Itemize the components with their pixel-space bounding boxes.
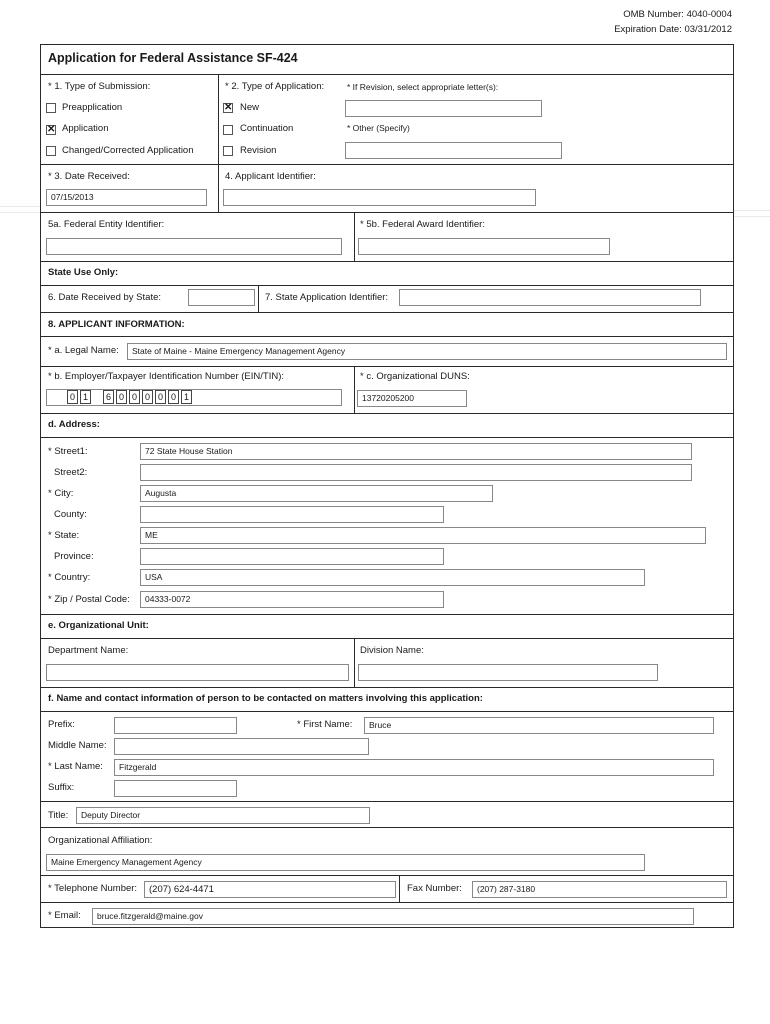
federal-award-label: * 5b. Federal Award Identifier: (360, 219, 485, 230)
ein-digit: 6 (103, 390, 114, 404)
application-checkbox[interactable]: ✕ (47, 124, 56, 135)
continuation-checkbox[interactable] (223, 125, 233, 135)
scan-artifact (734, 210, 770, 211)
ein-digit: 0 (116, 390, 127, 404)
new-checkbox[interactable]: ✕ (224, 102, 233, 113)
legal-name-field[interactable]: State of Maine - Maine Emergency Management Agency (127, 343, 727, 360)
state-app-id-label: 7. State Application Identifier: (265, 292, 389, 303)
department-label: Department Name: (48, 645, 129, 656)
state-date-field[interactable] (188, 289, 255, 306)
federal-entity-label: 5a. Federal Entity Identifier: (48, 219, 165, 230)
address-heading: d. Address: (48, 419, 100, 430)
street2-field[interactable] (140, 464, 692, 481)
first-name-label: * First Name: (297, 719, 353, 730)
title-label: Title: (48, 810, 69, 821)
last-name-label: * Last Name: (48, 761, 103, 772)
affiliation-field[interactable]: Maine Emergency Management Agency (46, 854, 645, 871)
scan-artifact (734, 216, 770, 217)
application-type-label: * 2. Type of Application: (225, 81, 325, 92)
federal-entity-field[interactable] (46, 238, 342, 255)
ein-digit: 1 (181, 390, 192, 404)
date-received-label: * 3. Date Received: (48, 171, 130, 182)
state-label: * State: (48, 530, 80, 541)
street1-label: * Street1: (48, 446, 88, 457)
ein-digit: 0 (129, 390, 140, 404)
state-date-label: 6. Date Received by State: (48, 292, 162, 303)
street1-field[interactable]: 72 State House Station (140, 443, 692, 460)
middle-name-field[interactable] (114, 738, 369, 755)
date-received-field[interactable]: 07/15/2013 (46, 189, 207, 206)
province-label: Province: (54, 551, 94, 562)
submission-type-label: * 1. Type of Submission: (48, 81, 151, 92)
form-title: Application for Federal Assistance SF-424 (48, 51, 298, 65)
duns-label: * c. Organizational DUNS: (360, 371, 470, 382)
middle-name-label: Middle Name: (48, 740, 107, 751)
department-field[interactable] (46, 664, 349, 681)
ein-digit: 0 (142, 390, 153, 404)
country-label: * Country: (48, 572, 91, 583)
legal-name-label: * a. Legal Name: (48, 345, 119, 356)
zip-label: * Zip / Postal Code: (48, 594, 130, 605)
email-label: * Email: (48, 910, 81, 921)
email-field[interactable]: bruce.fitzgerald@maine.gov (92, 908, 694, 925)
county-field[interactable] (140, 506, 444, 523)
continuation-label: Continuation (240, 123, 294, 134)
ein-digit: 0 (168, 390, 179, 404)
ein-label: * b. Employer/Taxpayer Identification Number (EIN/TIN): (48, 371, 285, 382)
new-label: New (240, 102, 260, 113)
state-field[interactable]: ME (140, 527, 706, 544)
applicant-identifier-field[interactable] (223, 189, 536, 206)
province-field[interactable] (140, 548, 444, 565)
org-unit-heading: e. Organizational Unit: (48, 620, 149, 631)
scan-artifact (0, 206, 40, 207)
ein-digit: 0 (155, 390, 166, 404)
other-specify-field[interactable] (345, 142, 562, 159)
changed-corrected-label: Changed/Corrected Application (62, 145, 194, 156)
applicant-info-heading: 8. APPLICANT INFORMATION: (48, 319, 185, 330)
city-label: * City: (48, 488, 74, 499)
state-app-id-field[interactable] (399, 289, 701, 306)
expiration-date: Expiration Date: 03/31/2012 (614, 24, 732, 35)
first-name-field[interactable]: Bruce (364, 717, 714, 734)
title-field[interactable]: Deputy Director (76, 807, 370, 824)
preapplication-label: Preapplication (62, 102, 123, 113)
suffix-label: Suffix: (48, 782, 75, 793)
division-field[interactable] (358, 664, 658, 681)
changed-corrected-checkbox[interactable] (46, 146, 56, 156)
applicant-identifier-label: 4. Applicant Identifier: (225, 171, 316, 182)
preapplication-checkbox[interactable] (46, 103, 56, 113)
country-field[interactable]: USA (140, 569, 645, 586)
scan-artifact (0, 212, 40, 213)
application-label: Application (62, 123, 109, 134)
revision-label: Revision (240, 145, 277, 156)
county-label: County: (54, 509, 87, 520)
fax-field[interactable]: (207) 287-3180 (472, 881, 727, 898)
division-label: Division Name: (360, 645, 424, 656)
omb-number: OMB Number: 4040-0004 (623, 9, 732, 20)
telephone-field[interactable]: (207) 624-4471 (144, 881, 396, 898)
ein-digit: 0 (67, 390, 78, 404)
contact-heading: f. Name and contact information of person to be contacted on matters involving this application: (48, 693, 483, 704)
other-specify-label: * Other (Specify) (347, 123, 410, 133)
street2-label: Street2: (54, 467, 88, 478)
revision-checkbox[interactable] (223, 146, 233, 156)
city-field[interactable]: Augusta (140, 485, 493, 502)
zip-field[interactable]: 04333-0072 (140, 591, 444, 608)
revision-letter-field[interactable] (345, 100, 542, 117)
state-use-heading: State Use Only: (48, 267, 119, 278)
duns-field[interactable]: 13720205200 (357, 390, 467, 407)
prefix-label: Prefix: (48, 719, 75, 730)
affiliation-label: Organizational Affiliation: (48, 835, 153, 846)
last-name-field[interactable]: Fitzgerald (114, 759, 714, 776)
ein-digit: 1 (80, 390, 91, 404)
revision-letter-label: * If Revision, select appropriate letter(s): (347, 82, 499, 92)
suffix-field[interactable] (114, 780, 237, 797)
prefix-field[interactable] (114, 717, 237, 734)
telephone-label: * Telephone Number: (48, 883, 138, 894)
fax-label: Fax Number: (407, 883, 462, 894)
federal-award-field[interactable] (358, 238, 610, 255)
